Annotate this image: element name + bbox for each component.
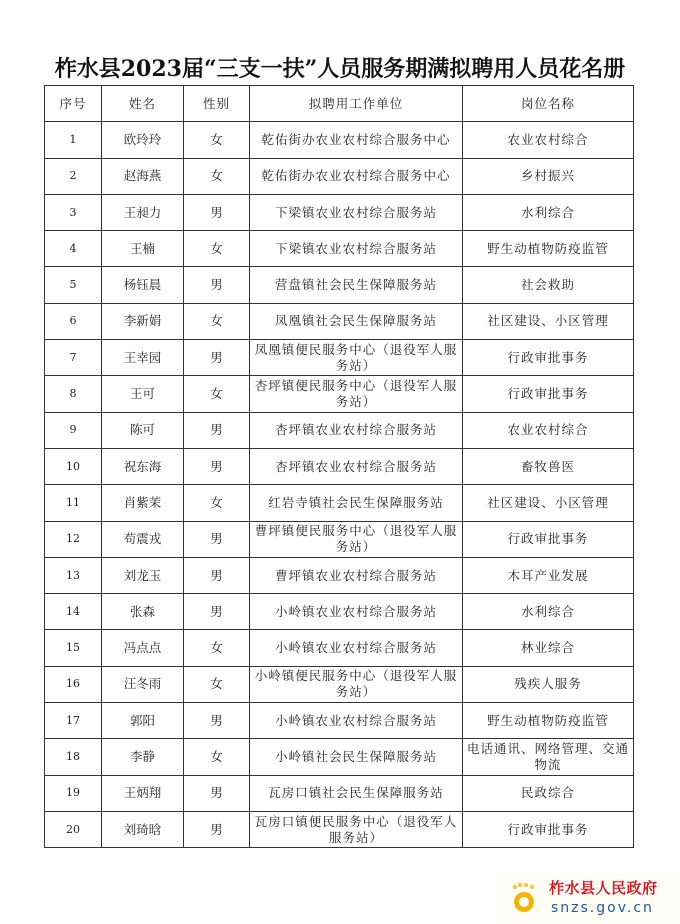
cell-post: 木耳产业发展: [463, 557, 634, 593]
watermark-url: snzs.gov.cn: [551, 900, 654, 916]
cell-name: 欧玲玲: [102, 122, 184, 158]
cell-sex: 男: [184, 557, 250, 593]
cell-unit: 乾佑街办农业农村综合服务中心: [250, 158, 463, 194]
cell-sex: 男: [184, 594, 250, 630]
cell-unit: 小岭镇社会民生保障服务站: [250, 739, 463, 775]
table-row: [45, 303, 634, 339]
cell-sex: 女: [184, 630, 250, 666]
cell-sex: 男: [184, 448, 250, 484]
cell-no: 17: [45, 703, 102, 739]
cell-unit: 小岭镇农业农村综合服务站: [250, 630, 463, 666]
cell-no: 14: [45, 594, 102, 630]
cell-name: 刘龙玉: [102, 557, 184, 593]
cell-unit: 下梁镇农业农村综合服务站: [250, 231, 463, 267]
cell-no: 1: [45, 122, 102, 158]
cell-name: 王昶力: [102, 194, 184, 230]
cell-name: 祝东海: [102, 448, 184, 484]
cell-sex: 女: [184, 376, 250, 412]
table-row: [45, 412, 634, 448]
cell-name: 肖紫茉: [102, 485, 184, 521]
cell-sex: 女: [184, 485, 250, 521]
cell-no: 13: [45, 557, 102, 593]
cell-unit: 营盘镇社会民生保障服务站: [250, 267, 463, 303]
cell-post: 行政审批事务: [463, 376, 634, 412]
table-row: [45, 811, 634, 847]
table-row: [45, 485, 634, 521]
cell-no: 9: [45, 412, 102, 448]
table-row: [45, 666, 634, 702]
watermark-name: 柞水县人民政府: [549, 879, 658, 897]
cell-sex: 男: [184, 412, 250, 448]
cell-name: 李新娟: [102, 303, 184, 339]
cell-name: 王可: [102, 376, 184, 412]
paw-logo-icon: [509, 882, 539, 914]
document-title: 柞水县2023届“三支一扶”人员服务期满拟聘用人员花名册: [54, 56, 626, 82]
site-watermark: [497, 873, 680, 924]
cell-sex: 男: [184, 340, 250, 376]
header-name: 姓名: [102, 86, 184, 122]
cell-post: 农业农村综合: [463, 122, 634, 158]
cell-post: 畜牧兽医: [463, 448, 634, 484]
cell-post: 水利综合: [463, 594, 634, 630]
cell-name: 刘琦晗: [102, 811, 184, 847]
table-row: [45, 376, 634, 412]
cell-sex: 男: [184, 811, 250, 847]
cell-unit: 小岭镇便民服务中心（退役军人服务站）: [250, 666, 463, 702]
cell-sex: 男: [184, 267, 250, 303]
cell-post: 野生动植物防疫监管: [463, 703, 634, 739]
cell-no: 3: [45, 194, 102, 230]
cell-no: 2: [45, 158, 102, 194]
cell-post: 社会救助: [463, 267, 634, 303]
cell-unit: 小岭镇农业农村综合服务站: [250, 703, 463, 739]
header-unit: 拟聘用工作单位: [250, 86, 463, 122]
cell-no: 4: [45, 231, 102, 267]
cell-sex: 男: [184, 521, 250, 557]
cell-unit: 乾佑街办农业农村综合服务中心: [250, 122, 463, 158]
cell-no: 20: [45, 811, 102, 847]
cell-name: 冯点点: [102, 630, 184, 666]
cell-name: 王楠: [102, 231, 184, 267]
cell-unit: 凤凰镇便民服务中心（退役军人服务站）: [250, 340, 463, 376]
cell-post: 行政审批事务: [463, 521, 634, 557]
cell-post: 行政审批事务: [463, 340, 634, 376]
cell-no: 7: [45, 340, 102, 376]
cell-unit: 红岩寺镇社会民生保障服务站: [250, 485, 463, 521]
cell-no: 18: [45, 739, 102, 775]
cell-post: 乡村振兴: [463, 158, 634, 194]
header-no: 序号: [45, 86, 102, 122]
cell-unit: 瓦房口镇社会民生保障服务站: [250, 775, 463, 811]
cell-no: 10: [45, 448, 102, 484]
table-row: [45, 594, 634, 630]
table-row: [45, 521, 634, 557]
cell-no: 6: [45, 303, 102, 339]
cell-unit: 杏坪镇农业农村综合服务站: [250, 448, 463, 484]
cell-no: 8: [45, 376, 102, 412]
cell-name: 王幸园: [102, 340, 184, 376]
cell-name: 王炳翔: [102, 775, 184, 811]
table-header-row: [45, 86, 634, 122]
cell-unit: 凤凰镇社会民生保障服务站: [250, 303, 463, 339]
cell-post: 水利综合: [463, 194, 634, 230]
roster-table: [44, 85, 634, 848]
header-sex: 性别: [184, 86, 250, 122]
table-row: [45, 448, 634, 484]
cell-unit: 瓦房口镇便民服务中心（退役军人服务站）: [250, 811, 463, 847]
cell-post: 残疾人服务: [463, 666, 634, 702]
cell-unit: 小岭镇农业农村综合服务站: [250, 594, 463, 630]
cell-no: 11: [45, 485, 102, 521]
table-row: [45, 340, 634, 376]
cell-sex: 女: [184, 303, 250, 339]
cell-unit: 杏坪镇便民服务中心（退役军人服务站）: [250, 376, 463, 412]
table-row: [45, 267, 634, 303]
cell-name: 苟震戎: [102, 521, 184, 557]
table-row: [45, 231, 634, 267]
cell-post: 民政综合: [463, 775, 634, 811]
cell-sex: 男: [184, 775, 250, 811]
cell-post: 社区建设、小区管理: [463, 303, 634, 339]
cell-sex: 女: [184, 158, 250, 194]
cell-sex: 女: [184, 231, 250, 267]
table-row: [45, 739, 634, 775]
cell-no: 19: [45, 775, 102, 811]
cell-sex: 男: [184, 194, 250, 230]
cell-name: 杨钰晨: [102, 267, 184, 303]
cell-sex: 女: [184, 666, 250, 702]
table-row: [45, 703, 634, 739]
cell-post: 野生动植物防疫监管: [463, 231, 634, 267]
cell-unit: 曹坪镇便民服务中心（退役军人服务站）: [250, 521, 463, 557]
cell-post: 行政审批事务: [463, 811, 634, 847]
table-row: [45, 158, 634, 194]
cell-unit: 下梁镇农业农村综合服务站: [250, 194, 463, 230]
cell-no: 12: [45, 521, 102, 557]
cell-no: 5: [45, 267, 102, 303]
cell-post: 林业综合: [463, 630, 634, 666]
header-post: 岗位名称: [463, 86, 634, 122]
cell-sex: 男: [184, 703, 250, 739]
cell-sex: 女: [184, 739, 250, 775]
cell-unit: 曹坪镇农业农村综合服务站: [250, 557, 463, 593]
cell-post: 电话通讯、网络管理、交通物流: [463, 739, 634, 775]
cell-name: 郭阳: [102, 703, 184, 739]
table-row: [45, 194, 634, 230]
cell-sex: 女: [184, 122, 250, 158]
table-row: [45, 557, 634, 593]
cell-name: 陈可: [102, 412, 184, 448]
table-row: [45, 122, 634, 158]
cell-name: 赵海燕: [102, 158, 184, 194]
cell-post: 农业农村综合: [463, 412, 634, 448]
cell-name: 李静: [102, 739, 184, 775]
cell-unit: 杏坪镇农业农村综合服务站: [250, 412, 463, 448]
table-body: [45, 122, 634, 848]
cell-no: 16: [45, 666, 102, 702]
cell-no: 15: [45, 630, 102, 666]
cell-post: 社区建设、小区管理: [463, 485, 634, 521]
cell-name: 汪冬雨: [102, 666, 184, 702]
cell-name: 张森: [102, 594, 184, 630]
table-row: [45, 775, 634, 811]
table-row: [45, 630, 634, 666]
